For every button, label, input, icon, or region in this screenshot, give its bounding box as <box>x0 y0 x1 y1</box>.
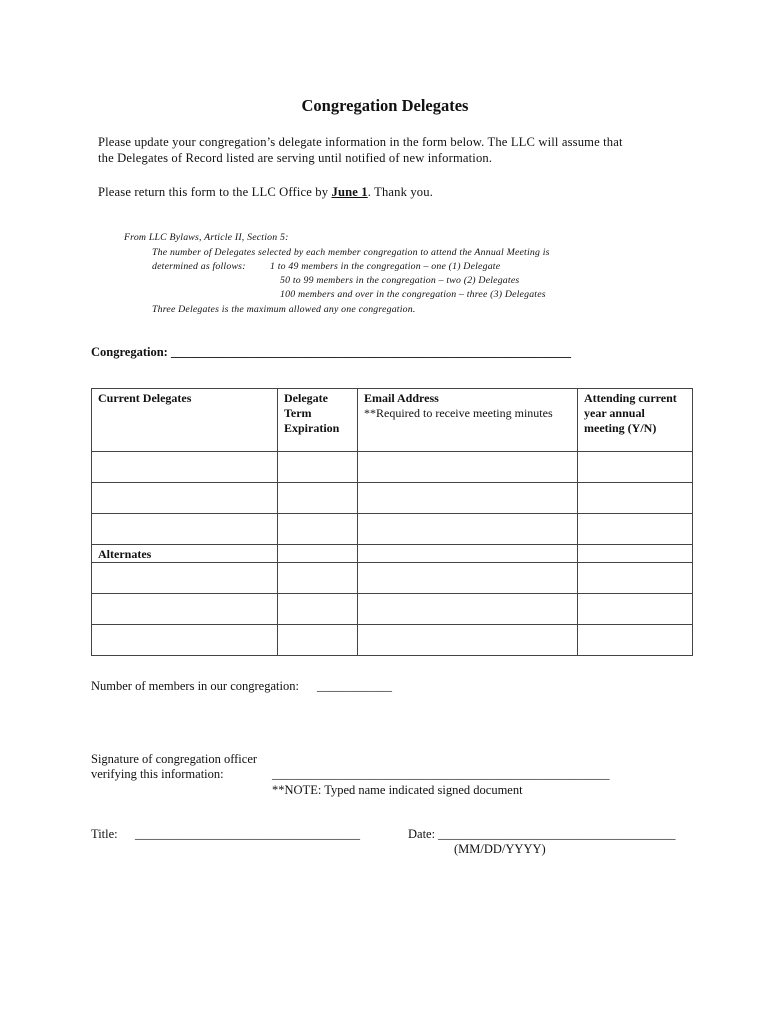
congregation-label: Congregation: <box>91 345 168 359</box>
delegates-table <box>91 388 693 656</box>
email-cell[interactable] <box>358 625 578 656</box>
members-input-line[interactable]: ____________ <box>317 679 392 693</box>
term-expiration-cell[interactable] <box>278 625 358 656</box>
attending-cell[interactable] <box>578 594 693 625</box>
form-title: Congregation Delegates <box>301 96 469 115</box>
title-label: Title: <box>91 827 118 841</box>
alternates-label: Alternates <box>92 545 278 563</box>
term-expiration-cell[interactable] <box>278 452 358 483</box>
table-row <box>92 625 693 656</box>
email-cell[interactable] <box>358 483 578 514</box>
col-email-title: Email Address <box>364 391 439 405</box>
date-label: Date: <box>408 827 436 841</box>
table-row <box>92 514 693 545</box>
signature-label-line-1: Signature of congregation officer <box>91 752 258 766</box>
table-cell <box>578 545 693 563</box>
table-row <box>92 452 693 483</box>
return-prefix: Please return this form to the LLC Office by <box>98 185 329 199</box>
congregation-input-line[interactable]: ________________________________________________________________ <box>170 345 571 359</box>
delegate-name-cell[interactable] <box>92 483 278 514</box>
alternates-header-row <box>92 545 693 563</box>
col-term-expiration: Delegate Term Expiration <box>278 389 358 452</box>
table-row <box>92 594 693 625</box>
return-suffix: . Thank you. <box>367 185 433 199</box>
bylaws-line-5: Three Delegates is the maximum allowed any one congregation. <box>152 304 416 315</box>
attending-cell[interactable] <box>578 563 693 594</box>
members-label: Number of members in our congregation: <box>91 679 299 693</box>
alternate-name-cell[interactable] <box>92 625 278 656</box>
attending-cell[interactable] <box>578 452 693 483</box>
alternate-name-cell[interactable] <box>92 563 278 594</box>
term-expiration-cell[interactable] <box>278 514 358 545</box>
signature-label-line-2: verifying this information: <box>91 767 224 781</box>
attending-cell[interactable] <box>578 625 693 656</box>
email-cell[interactable] <box>358 563 578 594</box>
term-expiration-cell[interactable] <box>278 483 358 514</box>
bylaws-line-2-value: 1 to 49 members in the congregation – one (1) Delegate <box>270 261 501 272</box>
delegate-name-cell[interactable] <box>92 452 278 483</box>
col-email-address <box>358 389 578 452</box>
bylaws-line-3: 50 to 99 members in the congregation – two (2) Delegates <box>280 275 520 286</box>
title-input-line[interactable]: ____________________________________ <box>135 827 360 841</box>
table-cell <box>278 545 358 563</box>
delegate-name-cell[interactable] <box>92 514 278 545</box>
intro-line-1: Please update your congregation’s delegate information in the form below. The LLC will assume that <box>98 135 623 149</box>
col-current-delegates: Current Delegates <box>92 389 278 452</box>
bylaws-line-1: The number of Delegates selected by each member congregation to attend the Annual Meeting is <box>152 247 550 258</box>
table-header-row <box>92 389 693 452</box>
attending-cell[interactable] <box>578 483 693 514</box>
bylaws-heading: From LLC Bylaws, Article II, Section 5: <box>124 232 289 243</box>
email-cell[interactable] <box>358 452 578 483</box>
email-cell[interactable] <box>358 514 578 545</box>
col-email-note: **Required to receive meeting minutes <box>364 406 553 420</box>
table-cell <box>358 545 578 563</box>
congregation-field[interactable] <box>91 345 571 360</box>
date-format-hint: (MM/DD/YYYY) <box>454 842 546 856</box>
return-instruction <box>98 184 433 200</box>
intro-line-2: the Delegates of Record listed are serving until notified of new information. <box>98 151 493 165</box>
table-row <box>92 563 693 594</box>
signature-input-line[interactable]: ______________________________________________________ <box>272 767 610 781</box>
attending-cell[interactable] <box>578 514 693 545</box>
signature-note: **NOTE: Typed name indicated signed document <box>272 783 523 797</box>
term-expiration-cell[interactable] <box>278 594 358 625</box>
term-expiration-cell[interactable] <box>278 563 358 594</box>
date-input-line[interactable]: ______________________________________ <box>438 827 676 841</box>
col-attending: Attending current year annual meeting (Y/N) <box>578 389 693 452</box>
alternate-name-cell[interactable] <box>92 594 278 625</box>
bylaws-line-4: 100 members and over in the congregation – three (3) Delegates <box>280 289 546 300</box>
bylaws-line-2-label: determined as follows: <box>152 261 246 272</box>
email-cell[interactable] <box>358 594 578 625</box>
return-date: June 1 <box>331 185 368 199</box>
table-row <box>92 483 693 514</box>
